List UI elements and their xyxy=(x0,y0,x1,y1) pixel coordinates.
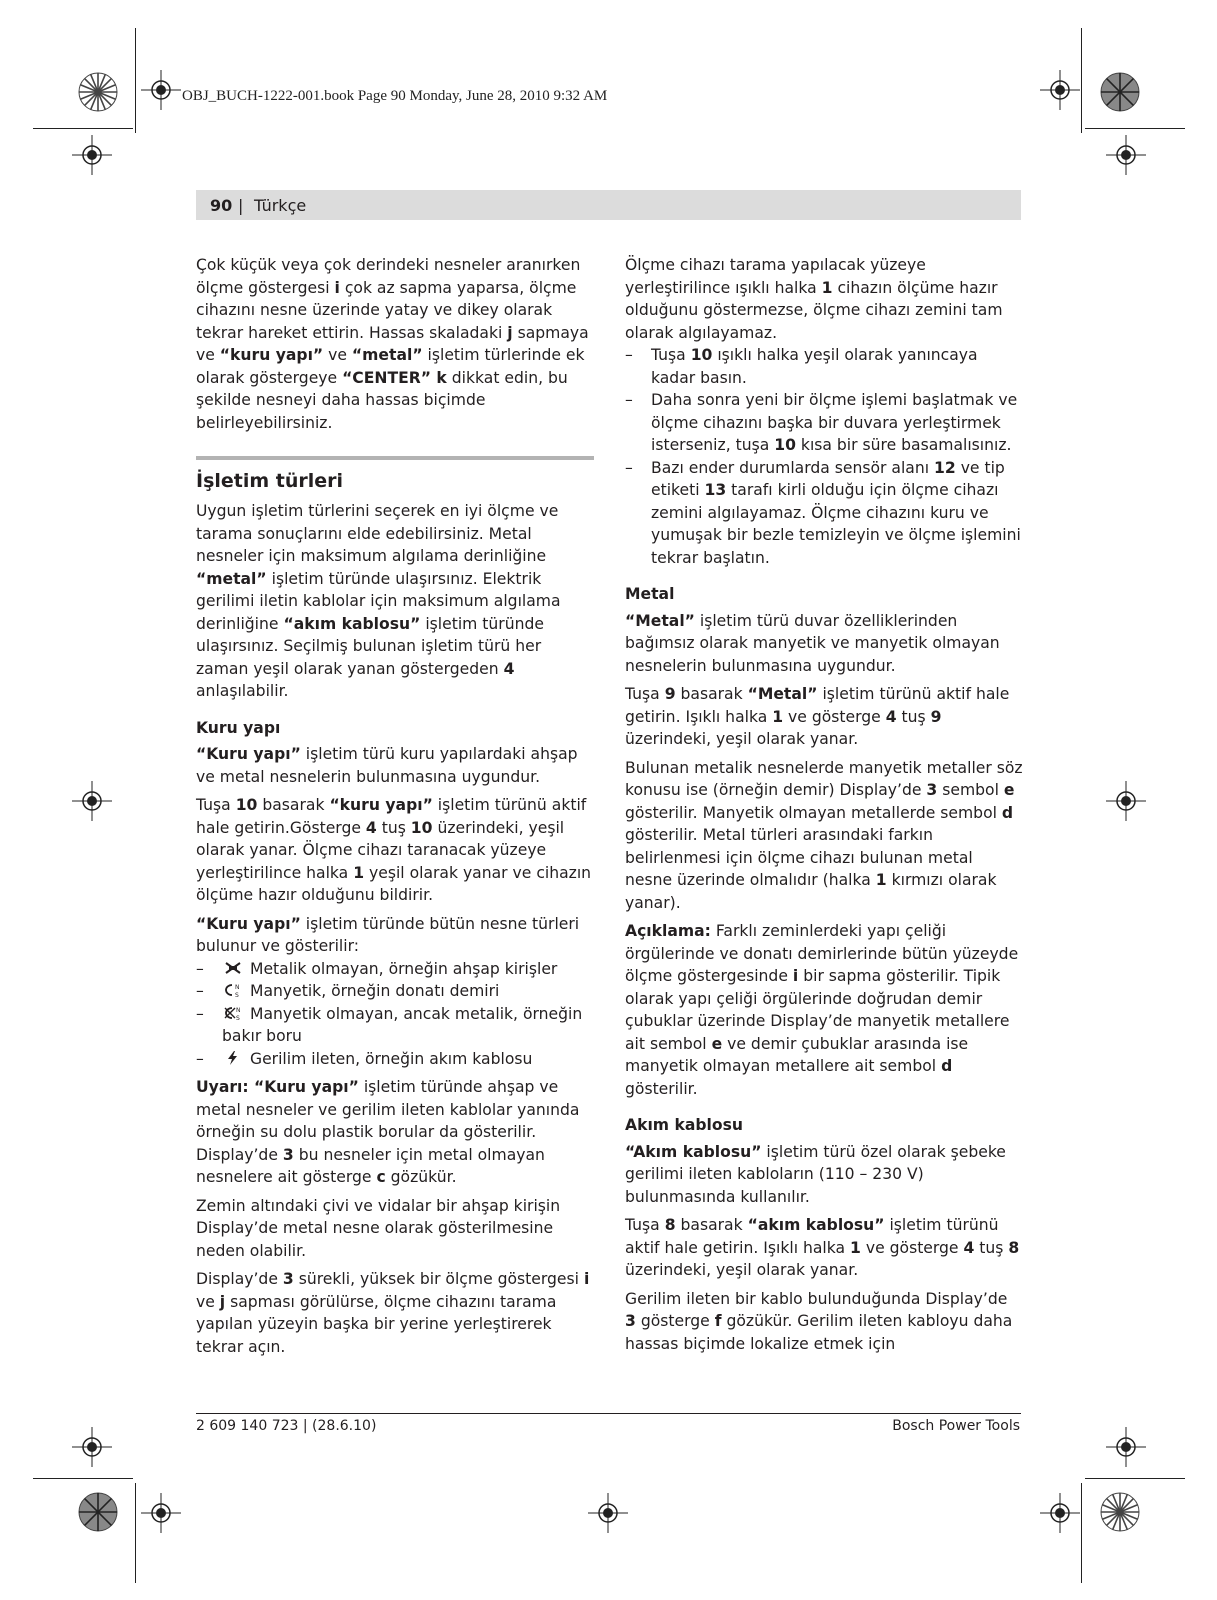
page-header xyxy=(196,190,1021,220)
object-type-list xyxy=(196,958,594,1071)
modes-paragraph: Uygun işletim türlerini seçerek en iyi ölçme ve tarama sonuçlarını elde edebilirsiniz. Metal nesneler için maksimum algılama derinliğine “metal” işletim türünde ulaşırsınız. Elektrik gerilimi iletin kablolar için maksimum algılama derinliğine “akım kablosu” işletim türünde ulaşırsınız. Seçilmiş bulunan işletim türü her zaman yeşil olarak yanan göstergeden 4 anlaşılabilir. xyxy=(196,502,561,700)
akim-paragraph-2: Tuşa 8 basarak “akım kablosu” işletim türünü aktif hale getirin. Işıklı halka 1 ve gösterge 4 tuş 8 üzerindeki, yeşil olarak yanar. xyxy=(625,1216,1020,1279)
kuru-paragraph-2: Tuşa 10 basarak “kuru yapı” işletim türünü aktif hale getirin.Gösterge 4 tuş 10 üzerindeki, yeşil olarak yanar. Ölçme cihazı taranacak yüzeye yerleştirilince halka 1 yeşil olarak yanar ve cihazın ölçüme hazır olduğunu bildirir. xyxy=(196,796,592,904)
header-separator: | xyxy=(238,196,244,215)
list-item: – Gerilim ileten, örneğin akım kablosu xyxy=(196,1048,594,1071)
note-paragraph: Açıklama: Farklı zeminlerdeki yapı çeliği örgülerinde ve donatı demirlerinde bütün yüzeyde ölçme göstergesinde i bir sapma gösterilir. Tipik olarak yapı çeliği örgülerinde doğrudan demir çubuklar üzerinde Display’de manyetik metallere ait sembol e ve demir çubuklar arasında ise manyetik olmayan metallere ait sembol d gösterilir. xyxy=(625,922,1019,1098)
list-item: – Daha sonra yeni bir ölçme işlemi başlatmak ve ölçme cihazını başka bir duvara yerleştirmek isterseniz, tuşa 10 kısa bir süre basamalısınız. xyxy=(625,389,1023,457)
registration-mark-icon xyxy=(141,1493,181,1533)
kuru-yapi-heading: Kuru yapı xyxy=(196,718,281,737)
metal-paragraph-3: Bulunan metalik nesnelerde manyetik metaller söz konusu ise (örneğin demir) Display’de 3 sembol e gösterilir. Manyetik olmayan metallerde sembol d gösterilir. Metal türleri arasındaki farkın belirlenmesi için ölçme cihazı bulunan metal nesne üzerinde olmalıdır (halka 1 kırmızı olarak yanar). xyxy=(625,758,1023,912)
list-item: – Tuşa 10 ışıklı halka yeşil olarak yanıncaya kadar basın. xyxy=(625,344,1023,389)
metal-heading: Metal xyxy=(625,585,675,603)
registration-mark-icon xyxy=(72,135,112,175)
crop-mark xyxy=(135,28,136,133)
registration-mark-icon xyxy=(1106,1427,1146,1467)
footer-divider xyxy=(196,1413,1021,1414)
registration-mark-icon xyxy=(1106,135,1146,175)
crop-mark xyxy=(1081,1483,1082,1583)
section-title: İşletim türleri xyxy=(196,470,344,492)
print-slug: OBJ_BUCH-1222-001.book Page 90 Monday, June 28, 2010 9:32 AM xyxy=(182,88,608,104)
list-item: – Metalik olmayan, örneğin ahşap kirişler xyxy=(196,958,594,981)
registration-mark-icon xyxy=(588,1493,628,1533)
troubleshoot-list xyxy=(625,344,1023,569)
footer-brand: Bosch Power Tools xyxy=(892,1418,1020,1434)
crop-mark xyxy=(135,1483,136,1583)
akim-paragraph-1: “Akım kablosu” işletim türü özel olarak şebeke gerilimi ileten kabloların (110 – 230 V) bulunmasında kullanılır. xyxy=(625,1142,1006,1206)
non-magnetic-metal-icon xyxy=(222,1005,244,1021)
placement-paragraph: Ölçme cihazı tarama yapılacak yüzeye yerleştirilince ışıklı halka 1 cihazın ölçüme hazır olduğunu göstermezse, ölçme cihazı zemini tam olarak algılayamaz. xyxy=(625,256,1003,342)
crop-mark xyxy=(1081,28,1082,133)
registration-mark-icon xyxy=(72,1427,112,1467)
crop-mark xyxy=(33,1478,133,1479)
intro-paragraph: Çok küçük veya çok derindeki nesneler aranırken ölçme göstergesi i çok az sapma yaparsa, ölçme cihazını nesne üzerinde yatay ve dikey olarak tekrar hareket ettirin. Hassas skaladaki j sapmaya ve “kuru yapı” ve “metal” işletim türlerinde ek olarak göstergeye “CENTER” k dikkat edin, bu şekilde nesneyi daha hassas biçimde belirleyebilirsiniz. xyxy=(196,256,589,432)
registration-mark-icon xyxy=(72,781,112,821)
svg-text:S: S xyxy=(236,1014,240,1021)
kuru-paragraph-1: “Kuru yapı” işletim türü kuru yapılardaki ahşap ve metal nesnelerin bulunmasına uygundur. xyxy=(196,745,578,786)
page-number: 90 xyxy=(210,196,233,215)
warning-paragraph: Uyarı: “Kuru yapı” işletim türünde ahşap ve metal nesneler ve gerilim ileten kablolar yanında örneğin su dolu plastik borular da gösterilir. Display’de 3 bu nesneler için metal olmayan nesnelere ait gösterge c gözükür. xyxy=(196,1078,580,1186)
star-target-icon xyxy=(78,72,118,112)
svg-text:N: – N xyxy=(235,984,240,991)
registration-mark-icon xyxy=(1106,781,1146,821)
left-column xyxy=(196,254,594,1364)
section-divider xyxy=(196,456,594,460)
metal-paragraph-2: Tuşa 9 basarak “Metal” işletim türünü aktif hale getirin. Işıklı halka 1 ve gösterge 4 tuş 9 üzerindeki, yeşil olarak yanar. xyxy=(625,685,1010,748)
akim-kablosu-heading: Akım kablosu xyxy=(625,1116,743,1134)
magnetic-icon xyxy=(222,982,244,998)
svg-text:N: – N xyxy=(236,1006,241,1014)
svg-text:S: S xyxy=(235,992,239,998)
star-target-icon xyxy=(1100,1492,1140,1532)
crop-mark xyxy=(1085,1478,1185,1479)
nails-paragraph: Zemin altındaki çivi ve vidalar bir ahşap kirişin Display’de metal nesne olarak gösterilmesine neden olabilir. xyxy=(196,1196,561,1260)
non-metal-icon xyxy=(222,960,244,976)
right-column xyxy=(625,254,1023,1361)
star-target-icon xyxy=(1100,72,1140,112)
registration-mark-icon xyxy=(1040,70,1080,110)
list-item: – N S Manyetik, örneğin donatı demiri xyxy=(196,980,594,1003)
display-paragraph: Display’de 3 sürekli, yüksek bir ölçme göstergesi i ve j sapması görülürse, ölçme cihazını tarama yapılan yüzeyin başka bir yerine yerleştirerek tekrar açın. xyxy=(196,1270,590,1356)
voltage-icon xyxy=(222,1050,244,1066)
registration-mark-icon xyxy=(141,70,181,110)
metal-paragraph-1: “Metal” işletim türü duvar özelliklerinden bağımsız olarak manyetik ve manyetik olmayan nesnelerin bulunmasına uygundur. xyxy=(625,611,1000,675)
list-item: – N S Manyetik olmayan, ancak metalik, örneğin bakır boru xyxy=(196,1003,594,1048)
registration-mark-icon xyxy=(1040,1493,1080,1533)
crop-mark xyxy=(33,128,133,129)
star-target-icon xyxy=(78,1492,118,1532)
crop-mark xyxy=(1085,128,1185,129)
kuru-paragraph-3: “Kuru yapı” işletim türünde bütün nesne türleri bulunur ve gösterilir: xyxy=(196,914,580,955)
akim-paragraph-3: Gerilim ileten bir kablo bulunduğunda Display’de 3 gösterge f gözükür. Gerilim ileten kabloyu daha hassas biçimde lokalize etmek için xyxy=(625,1289,1013,1353)
header-language: Türkçe xyxy=(254,196,307,215)
list-item: – Bazı ender durumlarda sensör alanı 12 ve tip etiketi 13 tarafı kirli olduğu için ölçme cihazı zemini algılayamaz. Ölçme cihazını kuru ve yumuşak bir bezle temizleyin ve ölçme işlemini tekrar başlatın. xyxy=(625,457,1023,570)
footer-document-number: 2 609 140 723 | (28.6.10) xyxy=(196,1418,377,1434)
